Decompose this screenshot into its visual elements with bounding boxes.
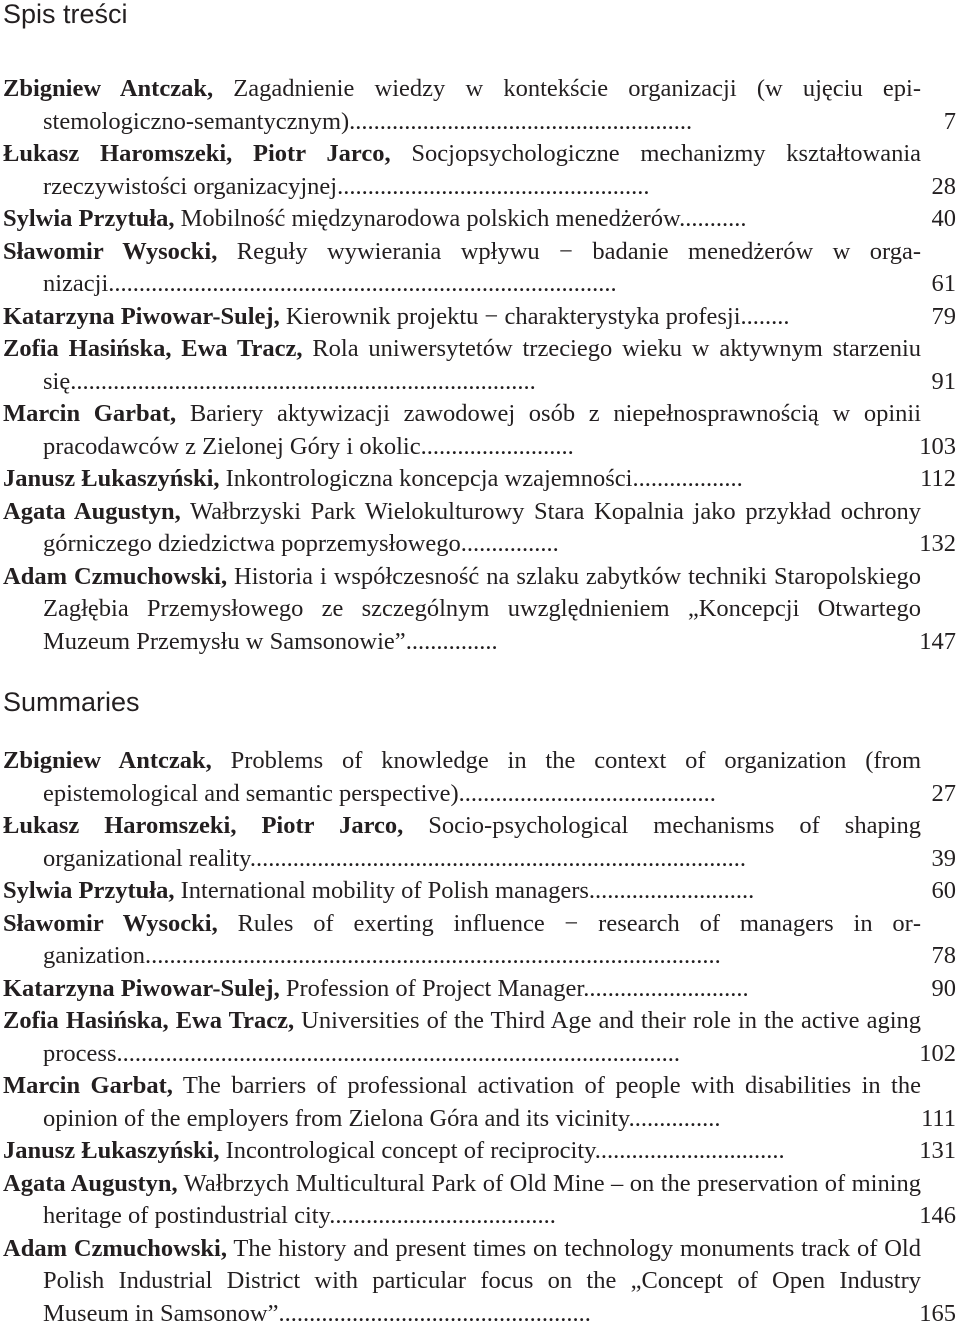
page-number: 131 bbox=[919, 1135, 956, 1168]
page-number: 27 bbox=[932, 778, 957, 811]
entry-author: Zofia Hasińska, Ewa Tracz, bbox=[3, 335, 302, 362]
page-number: 39 bbox=[932, 843, 957, 876]
summaries-heading: Summaries bbox=[3, 686, 140, 718]
dot-leader: ........................................................ bbox=[349, 108, 692, 135]
toc-entry[interactable] bbox=[0, 875, 960, 908]
entry-author: Zbigniew Antczak, bbox=[3, 747, 212, 774]
dot-leader: ..................................... bbox=[329, 1202, 556, 1229]
dot-leader: ........... bbox=[679, 205, 746, 232]
toc-entry-text bbox=[0, 561, 921, 659]
page-number: 111 bbox=[921, 1103, 956, 1136]
dot-leader: ................................................................................. bbox=[250, 845, 746, 872]
entry-author: Katarzyna Piwowar-Sulej, bbox=[3, 303, 280, 330]
entry-title: Incontrological concept of reciprocity bbox=[226, 1137, 595, 1164]
toc-entry[interactable] bbox=[0, 333, 960, 398]
toc-entry-text bbox=[0, 1135, 921, 1168]
entry-title: Rules of exerting influence − research of managers in organization bbox=[43, 910, 921, 970]
toc-entry-text bbox=[0, 496, 921, 561]
page-number: 60 bbox=[932, 875, 957, 908]
toc-entry[interactable] bbox=[0, 73, 960, 138]
entry-title: Historia i współczesność na szlaku zabytków techniki Staropolskiego Zagłębia Przemysłowego ze szczególnym uwzględnieniem „Koncepcji Otwartego Muzeum Przemysłu w Samsonowie” bbox=[43, 563, 921, 655]
entry-title: Inkontrologiczna koncepcja wzajemności bbox=[226, 465, 633, 492]
entry-title: The history and present times on technology monuments track of Old Polish Industrial District with particular focus on the „Concept of Open Industry Museum in Samsonow” bbox=[43, 1235, 921, 1327]
entry-author: Zofia Hasińska, Ewa Tracz, bbox=[3, 1007, 294, 1034]
dot-leader: ............... bbox=[406, 628, 498, 655]
dot-leader: ........................... bbox=[583, 975, 748, 1002]
entry-author: Agata Augustyn, bbox=[3, 1170, 178, 1197]
toc-entry-text bbox=[0, 875, 921, 908]
entry-title: The barriers of professional activation of people with disabilities in the opinion of the employers from Zielona Góra and its vicinity bbox=[43, 1072, 921, 1132]
toc-entry-text bbox=[0, 301, 921, 334]
toc-entry-text bbox=[0, 1070, 921, 1135]
dot-leader: ............................................................................ bbox=[70, 368, 536, 395]
dot-leader: ............................... bbox=[595, 1137, 785, 1164]
dot-leader: ................................................... bbox=[337, 173, 649, 200]
entry-title: Bariery aktywizacji zawodowej osób z niepełnosprawnością w opinii pracodawców z Zielonej Góry i okolic bbox=[43, 400, 921, 460]
toc-entry[interactable] bbox=[0, 1070, 960, 1135]
dot-leader: ................ bbox=[461, 530, 559, 557]
entry-title: Problems of knowledge in the context of organization (from epistemological and semantic perspective) bbox=[43, 747, 921, 807]
page-number: 146 bbox=[919, 1200, 956, 1233]
dot-leader: ............... bbox=[629, 1105, 721, 1132]
toc-entry-text bbox=[0, 138, 921, 203]
entry-author: Agata Augustyn, bbox=[3, 498, 181, 525]
page-number: 40 bbox=[932, 203, 957, 236]
toc-entry[interactable] bbox=[0, 138, 960, 203]
entry-author: Łukasz Haromszeki, Piotr Jarco, bbox=[3, 140, 391, 167]
toc-entry[interactable] bbox=[0, 398, 960, 463]
page-number: 132 bbox=[919, 528, 956, 561]
entry-author: Katarzyna Piwowar-Sulej, bbox=[3, 975, 280, 1002]
toc-entry-text bbox=[0, 398, 921, 463]
dot-leader: .................. bbox=[632, 465, 742, 492]
page-number: 7 bbox=[944, 106, 956, 139]
toc-entry[interactable] bbox=[0, 203, 960, 236]
entry-author: Marcin Garbat, bbox=[3, 1072, 173, 1099]
toc-entry-text bbox=[0, 463, 921, 496]
entry-author: Adam Czmuchowski, bbox=[3, 563, 227, 590]
dot-leader: ........................... bbox=[589, 877, 754, 904]
toc-entry[interactable] bbox=[0, 301, 960, 334]
entry-author: Sylwia Przytuła, bbox=[3, 205, 175, 232]
toc-entry-text bbox=[0, 333, 921, 398]
entry-title: Socio-psychological mechanisms of shaping organizational reality bbox=[43, 812, 921, 872]
contents-heading: Spis treści bbox=[3, 0, 128, 30]
entry-author: Sławomir Wysocki, bbox=[3, 910, 218, 937]
toc-entry[interactable] bbox=[0, 745, 960, 810]
entry-author: Janusz Łukaszyński, bbox=[3, 1137, 220, 1164]
toc-entry[interactable] bbox=[0, 1005, 960, 1070]
entry-title: Rola uniwersytetów trzeciego wieku w aktywnym starzeniu się bbox=[43, 335, 921, 395]
entry-title: Wałbrzych Multicultural Park of Old Mine – on the preservation of mining heritage of postindustrial city bbox=[43, 1170, 921, 1230]
page-number: 61 bbox=[932, 268, 957, 301]
entry-title: International mobility of Polish managers bbox=[181, 877, 589, 904]
toc-entry[interactable] bbox=[0, 1233, 960, 1330]
dot-leader: ................................................................................... bbox=[108, 270, 616, 297]
toc-entry[interactable] bbox=[0, 973, 960, 1006]
toc-entry-text bbox=[0, 745, 921, 810]
dot-leader: .............................................................................................. bbox=[145, 942, 721, 969]
entry-author: Sylwia Przytuła, bbox=[3, 877, 175, 904]
toc-entry[interactable] bbox=[0, 463, 960, 496]
dot-leader: ......................... bbox=[421, 433, 574, 460]
entry-title: Mobilność międzynarodowa polskich menedżerów bbox=[181, 205, 679, 232]
contents-list bbox=[0, 73, 960, 658]
entry-title: Reguły wywierania wpływu − badanie menedżerów w organizacji bbox=[43, 238, 921, 298]
dot-leader: ............................................................................................ bbox=[116, 1040, 680, 1067]
page-number: 165 bbox=[919, 1298, 956, 1330]
entry-title: Universities of the Third Age and their role in the active aging process bbox=[43, 1007, 921, 1067]
toc-entry[interactable] bbox=[0, 1135, 960, 1168]
toc-entry[interactable] bbox=[0, 1168, 960, 1233]
page-number: 102 bbox=[919, 1038, 956, 1071]
entry-title: Wałbrzyski Park Wielokulturowy Stara Kopalnia jako przykład ochrony górniczego dziedzictwa poprzemysłowego bbox=[43, 498, 921, 558]
page-number: 91 bbox=[932, 366, 957, 399]
toc-entry-text bbox=[0, 1005, 921, 1070]
toc-entry-text bbox=[0, 236, 921, 301]
dot-leader: ........ bbox=[741, 303, 790, 330]
entry-author: Adam Czmuchowski, bbox=[3, 1235, 227, 1262]
toc-entry[interactable] bbox=[0, 561, 960, 659]
page-number: 28 bbox=[932, 171, 957, 204]
page-number: 79 bbox=[932, 301, 957, 334]
entry-author: Janusz Łukaszyński, bbox=[3, 465, 220, 492]
entry-author: Sławomir Wysocki, bbox=[3, 238, 217, 265]
toc-entry-text bbox=[0, 908, 921, 973]
entry-title: Socjopsychologiczne mechanizmy kształtowania rzeczywistości organizacyjnej bbox=[43, 140, 921, 200]
toc-entry[interactable] bbox=[0, 236, 960, 301]
toc-entry[interactable] bbox=[0, 908, 960, 973]
toc-entry-text bbox=[0, 1168, 921, 1233]
toc-entry-text bbox=[0, 810, 921, 875]
entry-author: Zbigniew Antczak, bbox=[3, 75, 213, 102]
toc-entry[interactable] bbox=[0, 496, 960, 561]
summaries-list bbox=[0, 745, 960, 1330]
page-number: 112 bbox=[920, 463, 956, 496]
toc-entry-text bbox=[0, 203, 921, 236]
toc-entry-text bbox=[0, 973, 921, 1006]
entry-title: Kierownik projektu − charakterystyka profesji bbox=[286, 303, 741, 330]
toc-entry-text bbox=[0, 1233, 921, 1330]
entry-author: Marcin Garbat, bbox=[3, 400, 176, 427]
page-number: 90 bbox=[932, 973, 957, 1006]
entry-title: Zagadnienie wiedzy w kontekście organizacji (w ujęciu epistemologiczno-semantycznym) bbox=[43, 75, 921, 135]
dot-leader: ................................................... bbox=[278, 1300, 590, 1327]
entry-title: Profession of Project Manager bbox=[286, 975, 583, 1002]
entry-author: Łukasz Haromszeki, Piotr Jarco, bbox=[3, 812, 403, 839]
toc-entry[interactable] bbox=[0, 810, 960, 875]
page-number: 103 bbox=[919, 431, 956, 464]
dot-leader: .......................................... bbox=[459, 780, 716, 807]
page-number: 147 bbox=[919, 626, 956, 659]
page-number: 78 bbox=[932, 940, 957, 973]
toc-entry-text bbox=[0, 73, 921, 138]
